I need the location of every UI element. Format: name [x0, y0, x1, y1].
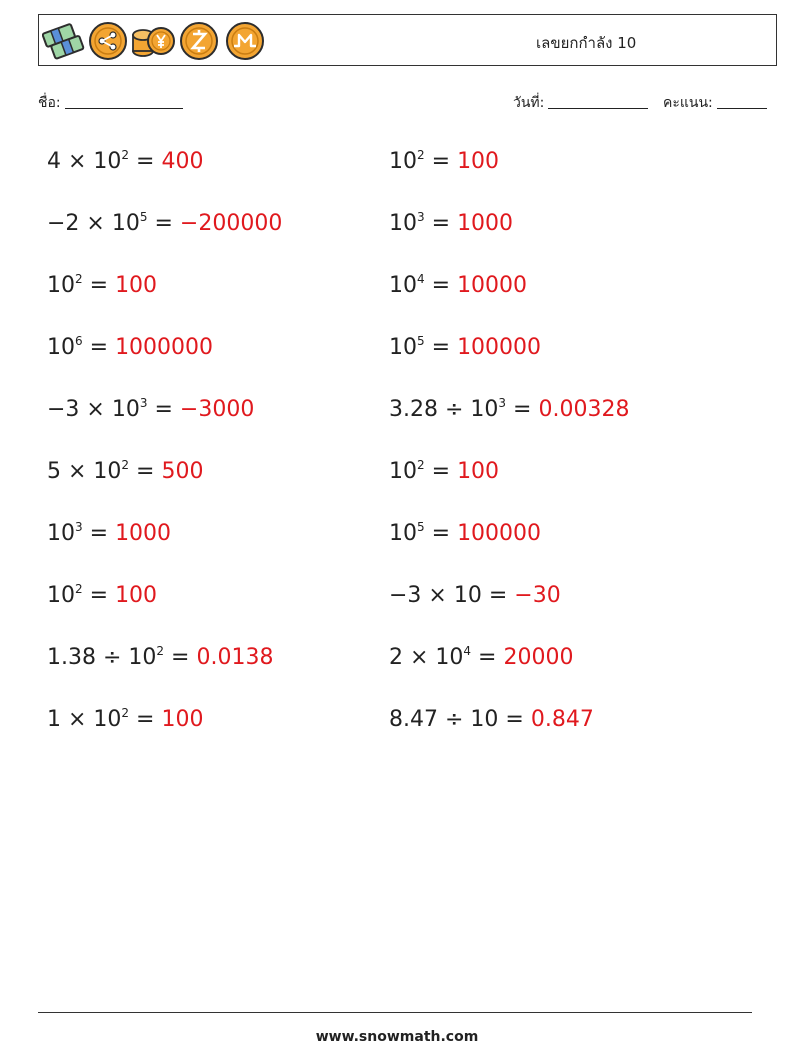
answer: 0.847	[530, 707, 594, 732]
problem-item: $1.38 \div 10^2 = 0.0138$	[47, 644, 274, 670]
name-label: ชื่อ:	[38, 95, 61, 111]
date-label: วันที่:	[513, 95, 545, 111]
answer: 100000	[457, 521, 542, 546]
answer: 0.0138	[196, 645, 274, 670]
problem-item: $10^2 = 100$	[47, 272, 158, 298]
problem-item: $2 \times 10^4 = 20000$	[389, 644, 574, 670]
answer: −3000	[179, 397, 255, 422]
name-field	[38, 92, 183, 114]
answer: 10000	[457, 273, 528, 298]
answer: 100	[457, 149, 500, 174]
score-field	[663, 92, 767, 114]
cash-bundle-icon	[42, 21, 86, 61]
problem-item: 8.47 ÷ 10 = 0.847	[389, 707, 594, 732]
answer: 0.00328	[538, 397, 630, 422]
answer: −30	[514, 583, 561, 608]
zcash-coin-icon	[179, 21, 219, 61]
answer: 100	[115, 273, 158, 298]
answer: 20000	[503, 645, 574, 670]
date-field	[513, 92, 648, 114]
answer: −200000	[179, 211, 283, 236]
problem-item: $-3 \times 10^3 = -3000$	[47, 396, 255, 422]
score-blank	[717, 93, 767, 109]
score-label: คะแนน:	[663, 95, 713, 111]
problem-item: $10^2 = 100$	[47, 582, 158, 608]
problem-item: −3 × 10 = −30	[389, 583, 561, 608]
answer: 1000000	[115, 335, 214, 360]
problem-item: $5 \times 10^2 = 500$	[47, 458, 204, 484]
problem-item: $10^3 = 1000$	[47, 520, 172, 546]
worksheet-title: เลขยกกำลัง 10	[536, 34, 637, 52]
worksheet-header	[38, 14, 777, 66]
problem-item: $10^4 = 10000$	[389, 272, 528, 298]
answer: 100000	[457, 335, 542, 360]
problem-item: $10^5 = 100000$	[389, 520, 542, 546]
answer: 100	[457, 459, 500, 484]
problem-item: $10^6 = 1000000$	[47, 334, 214, 360]
problem-item: $10^3 = 1000$	[389, 210, 514, 236]
gold-coin-stack-icon	[131, 21, 177, 61]
problem-item: $3.28 \div 10^3 = 0.00328$	[389, 396, 630, 422]
footer-site: www.snowmath.com	[315, 1029, 479, 1045]
answer: 1000	[457, 211, 514, 236]
problem-item: $1 \times 10^2 = 100$	[47, 706, 204, 732]
problem-item: $10^2 = 100$	[389, 458, 500, 484]
answer: 100	[115, 583, 158, 608]
date-blank	[548, 93, 648, 109]
answer: 400	[161, 149, 204, 174]
problem-item: $10^5 = 100000$	[389, 334, 542, 360]
share-coin-icon	[88, 21, 128, 61]
monero-coin-icon	[224, 21, 266, 61]
problem-item: $-2 \times 10^5 = -200000$	[47, 210, 283, 236]
name-blank	[65, 93, 183, 109]
answer: 1000	[115, 521, 172, 546]
problem-item: $4 \times 10^2 = 400$	[47, 148, 204, 174]
problem-item: $10^2 = 100$	[389, 148, 500, 174]
answer: 500	[161, 459, 204, 484]
footer-divider	[38, 1012, 752, 1013]
answer: 100	[161, 707, 204, 732]
